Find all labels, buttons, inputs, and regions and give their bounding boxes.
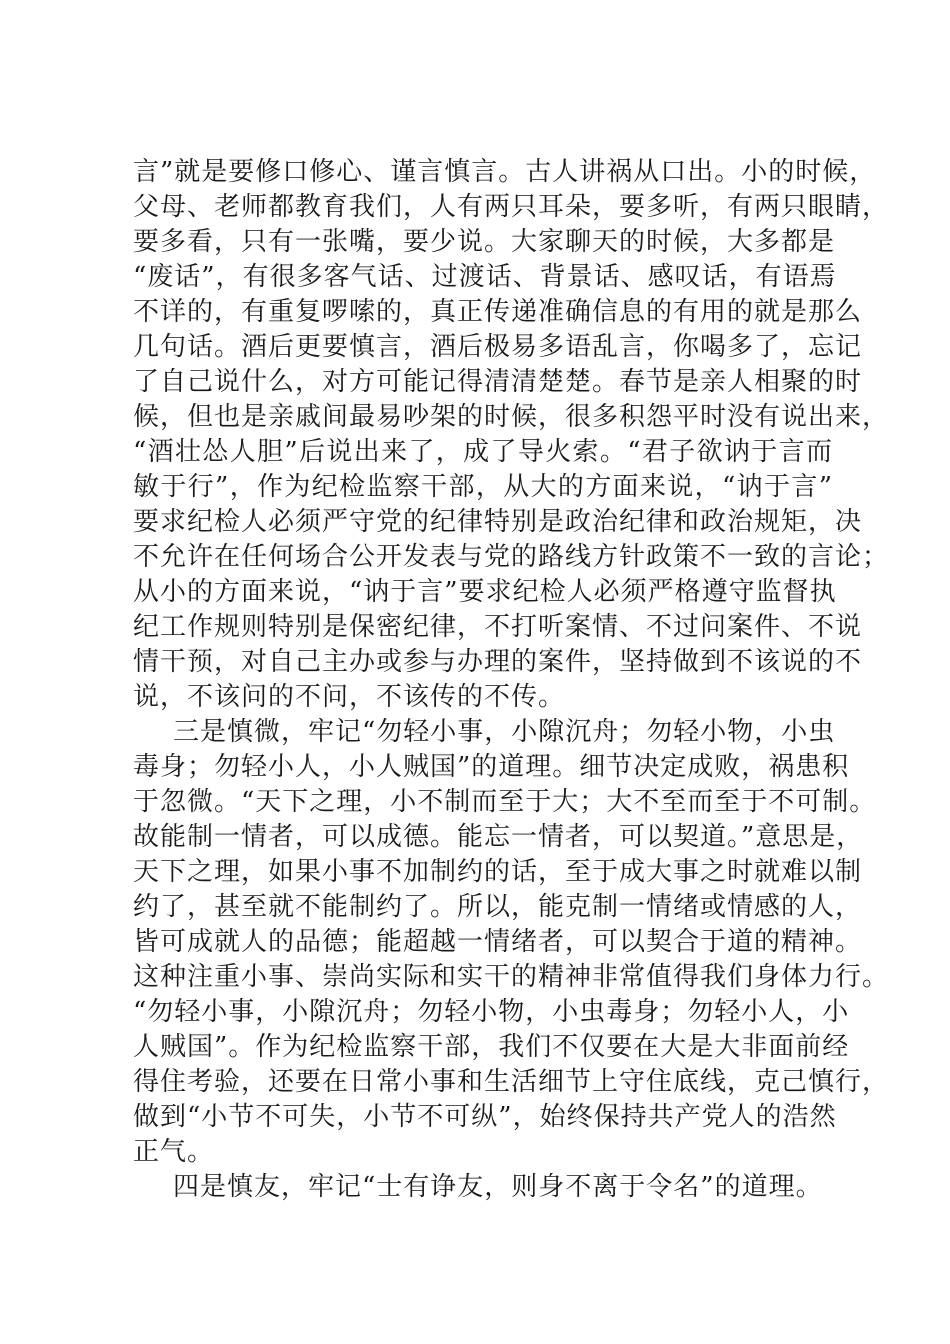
text-line: 约了，甚至就不能制约了。所以，能克制一情绪或情感的人， [133, 892, 863, 922]
text-line: 不详的，有重复啰嗦的，真正传递准确信息的有用的就是那么 [133, 297, 863, 327]
text-line: 做到“小节不可失，小节不可纵”，始终保持共产党人的浩然 [133, 1102, 837, 1132]
text-line: 从小的方面来说，“讷于言”要求纪检人必须严格遵守监督执 [133, 577, 837, 607]
text-line: 毒身；勿轻小人，小人贼国”的道理。细节决定成败，祸患积 [133, 752, 850, 782]
text-line: 三是慎微，牢记“勿轻小事，小隙沉舟；勿轻小物，小虫 [173, 717, 836, 747]
text-line: 情干预，对自己主办或参与办理的案件，坚持做到不该说的不 [133, 647, 863, 677]
text-line: “勿轻小事，小隙沉舟；勿轻小物，小虫毒身；勿轻小人，小 [133, 997, 850, 1027]
text-line: “废话”，有很多客气话、过渡话、背景话、感叹话，有语焉 [133, 262, 837, 292]
text-line: 了自己说什么，对方可能记得清清楚楚。春节是亲人相聚的时 [133, 367, 863, 397]
text-line: 父母、老师都教育我们，人有两只耳朵，要多听，有两只眼睛， [133, 192, 890, 222]
paragraph-2 [133, 715, 890, 1170]
text-line: 要多看，只有一张嘴，要少说。大家聊天的时候，大多都是 [133, 227, 836, 257]
text-line: 于忽微。“天下之理，小不制而至于大；大不至而至于不可制。 [133, 787, 877, 817]
text-line: 说，不该问的不问，不该传的不传。 [133, 682, 566, 712]
text-line: 皆可成就人的品德；能超越一情绪者，可以契合于道的精神。 [133, 927, 863, 957]
text-line: 候，但也是亲戚间最易吵架的时候，很多积怨平时没有说出来， [133, 402, 890, 432]
paragraph-3 [133, 1170, 833, 1205]
text-line: 人贼国”。作为纪检监察干部，我们不仅要在大是大非面前经 [133, 1032, 850, 1062]
body-text [133, 155, 890, 1205]
text-line: 正气。 [133, 1137, 215, 1167]
text-line: “酒壮怂人胆”后说出来了，成了导火索。“君子欲讷于言而 [133, 437, 833, 467]
paragraph-1 [133, 155, 890, 715]
text-line: 几句话。酒后更要慎言，酒后极易多语乱言，你喝多了，忘记 [133, 332, 863, 362]
text-line: 这种注重小事、崇尚实际和实干的精神非常值得我们身体力行。 [133, 962, 890, 992]
text-line: 敏于行”，作为纪检监察干部，从大的方面来说，“讷于言” [133, 472, 833, 502]
text-line: 言”就是要修口修心、谨言慎言。古人讲祸从口出。小的时候， [133, 157, 877, 187]
text-line: 四是慎友，牢记“士有诤友，则身不离于令名”的道理。 [173, 1172, 823, 1202]
text-line: 纪工作规则特别是保密纪律，不打听案情、不过问案件、不说 [133, 612, 863, 642]
text-line: 天下之理，如果小事不加制约的话，至于成大事之时就难以制 [133, 857, 863, 887]
text-line: 得住考验，还要在日常小事和生活细节上守住底线，克己慎行， [133, 1067, 890, 1097]
text-line: 要求纪检人必须严守党的纪律特别是政治纪律和政治规矩，决 [133, 507, 863, 537]
text-line: 不允许在任何场合公开发表与党的路线方针政策不一致的言论； [133, 542, 890, 572]
text-line: 故能制一情者，可以成德。能忘一情者，可以契道。”意思是， [133, 822, 864, 852]
